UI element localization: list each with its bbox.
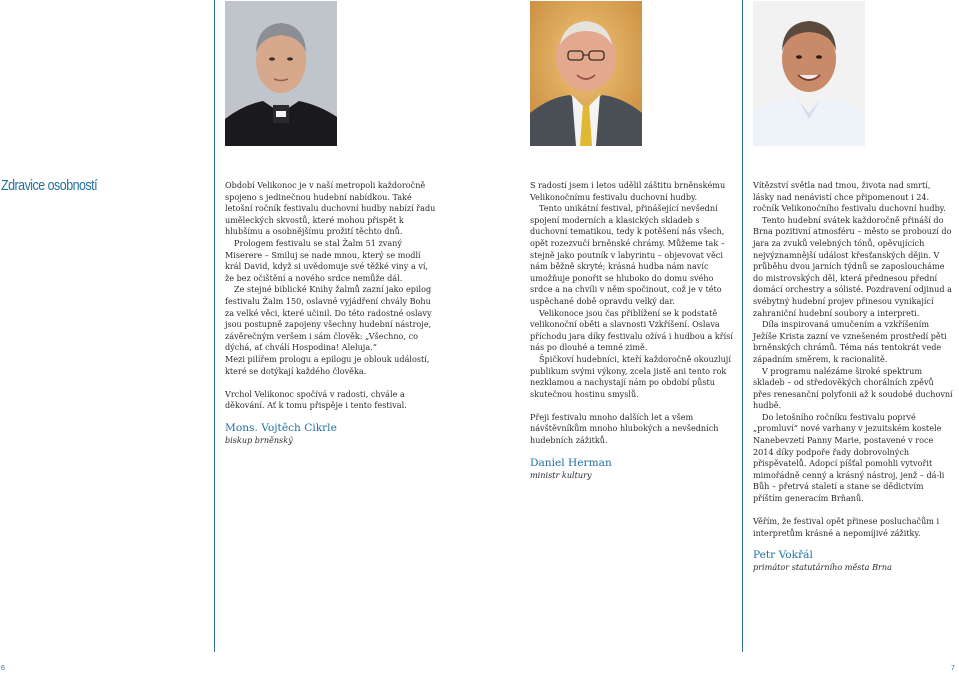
signature-role: biskup brněnský [225,434,293,445]
paragraph: Do letošního ročníku festivalu poprvé „promluví“ nové varhany v jezuitském kostele Nanebevzetí Panny Marie, postavené v roce 2014 díky podpoře řady dobrovolných přispěvatelů. Adopcí píšťal pomohli vytvořit mimořádně cenný a krásný nástroj, jenž – dá-li Bůh – přetrvá staletí a stane se dědictvím příštím generacím Brňanů. [753,411,945,504]
signature-name: Mons. Vojtěch Cikrle [225,421,337,434]
column-rule-left [214,0,215,652]
paragraph: Tento unikátní festival, přinášející nevšední spojení moderních a klasických skladeb s duchovní tematikou, tedy k potěšení nás všech, opět rozezvučí brněnské chrámy. Můžeme tak – stejně jako poutník v labyrintu – objevovat věci nám běžně skryté; krásná hudba nám navíc umožňuje ponořit se hluboko do domu svého srdce a na chvíli v něm spočinout, což je v této uspěchané době opravdu velký dar. [530,203,725,306]
paragraph: Vítězství světla nad tmou, života nad smrtí, lásky nad nenávistí chce připomenout i 24. ročník Velikonočního festivalu duchovní hudby. [753,180,946,214]
signature-name: Daniel Herman [530,456,612,469]
section-title: Zdravice osobností [1,178,98,194]
column-rule-right [742,0,743,652]
signature-name: Petr Vokřál [753,549,813,562]
paragraph: Období Velikonoc je v naší metropoli každoročně spojeno s jedinečnou hudební nabídkou. Také letošní ročník festivalu duchovní hudby nabízí řadu uměleckých skvostů, které mohou přispět k hlubšímu a osobnějšímu prožití těchto dnů. [225,180,436,237]
paragraph: S radostí jsem i letos udělil záštitu brněnskému Velikonočnímu festivalu duchovní hudby. [530,180,726,202]
paragraph: Tento hudební svátek každoročně přináší do Brna pozitivní atmosféru – město se probouzí do jara za zvuků velebných tónů, opěvujících nejvýznamnější událost křesťanských dějin. V průběhu dvou jarních týdnů se zaposloucháme do mistrovských děl, která přednesou přední domácí orchestry a sólisté. Pozdravení odjinud a svébytný hudební projev přinesou vynikající zahraniční hudební soubory a interpreti. [753,214,952,318]
paragraph: Ze stejné biblické Knihy žalmů zazní jako epilog festivalu Žalm 150, oslavné vyjádření chvály Bohu za velké věci, které učinil. Do této radostné oslavy jsou postupně zapojeny všechny hudební nástroje, závěrečným veršem i sám člověk: „Všechno, co dýchá, ať chválí Hospodina! Aleluja.“ [225,284,432,353]
paragraph: Špičkoví hudebníci, kteří každoročně okouzlují publikum svými výkony, zcela jistě ani tento rok nezklamou a nachystají nám po období půstu skutečnou hostinu smyslů. [530,353,731,399]
page-number-right: 7 [951,665,955,672]
paragraph: Přeji festivalu mnoho dalších let a všem návštěvníkům mnoho hlubokých a nevšedních hudebních zážitků. [530,411,719,446]
text-column-1 [225,180,437,446]
portrait-photo-herman [530,1,642,146]
paragraph: Vrchol Velikonoc spočívá v radosti, chvále a děkování. Ať k tomu přispěje i tento festival. [225,388,407,411]
text-column-3 [753,180,954,574]
portrait-photo-vokral [753,1,865,146]
paragraph: Prologem festivalu se stal Žalm 51 zvaný Miserere – Smiluj se nade mnou, který se modlí král David, když si uvědomuje své těžké viny a ví, že bez očištění a nového srdce nemůže dál. [225,237,429,283]
paragraph: Mezi pilířem prologu a epilogu je oblouk událostí, které se dotýkají každého člověka. [225,353,430,376]
page-number-left: 6 [1,665,5,672]
paragraph: Díla inspirovaná umučením a vzkříšením Ježíše Krista zazní ve vznešeném prostředí pěti brněnských chrámů. Téma nás tentokrát vede západním směrem, k racionalitě. [753,319,947,364]
portrait-photo-cikrle [225,1,337,146]
signature-role: primátor statutárního města Brna [753,562,892,573]
text-column-2 [530,180,738,481]
signature-role: ministr kultury [530,469,592,480]
paragraph: Věřím, že festival opět přinese posluchačům i interpretům krásné a nepomíjivé zážitky. [753,516,940,538]
paragraph: V programu nalézáme široké spektrum skladeb – od středověkých chorálních zpěvů přes renesanční polyfonii až k soudobé duchovní hudbě. [753,365,953,411]
paragraph: Velikonoce jsou čas přiblížení se k podstatě velikonoční oběti a slavnosti Vzkříšení. Oslava příchodu jara díky festivalu ožívá i hudbou a křísí nás po dlouhé a temné zimě. [530,307,734,353]
